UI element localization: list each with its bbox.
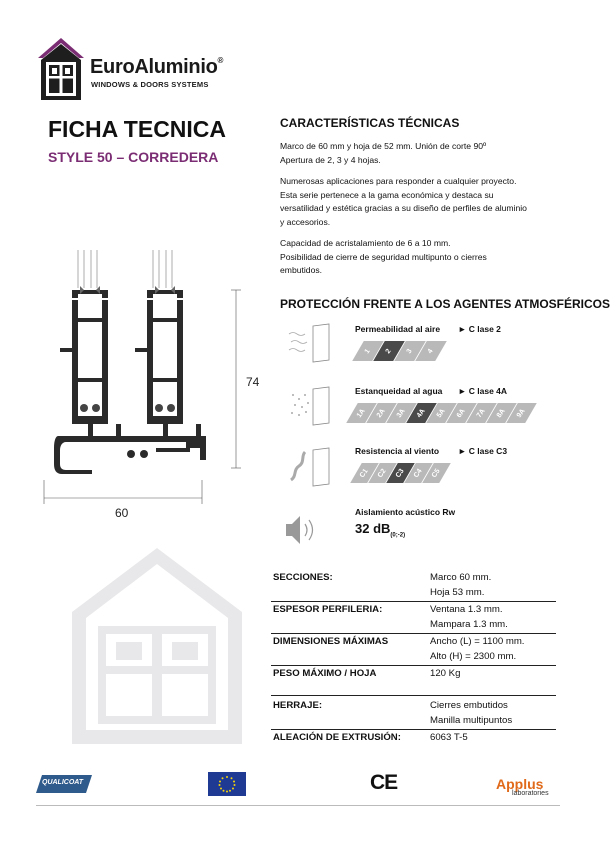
water-icon (287, 385, 335, 427)
water-class-chip-label: 9A (516, 407, 527, 419)
protection-heading: PROTECCIÓN FRENTE A LOS AGENTES ATMOSFÉRICOS (280, 297, 610, 311)
water-label: Estanqueidad al agua (355, 386, 443, 396)
air-class-chips (358, 341, 441, 361)
spec-key: ALEACIÓN DE EXTRUSIÓN: (273, 732, 401, 743)
water-class-chip-label: 6A (456, 407, 467, 419)
divider (271, 695, 556, 696)
page-title: FICHA TECNICA (48, 116, 227, 142)
water-class-chips (352, 403, 531, 423)
wind-label: Resistencia al viento (355, 446, 440, 456)
spec-key: HERRAJE: (273, 700, 323, 711)
brand-logo-icon (36, 36, 86, 102)
wind-value: ► C lase C3 (458, 446, 508, 456)
text-line: Posibilidad de cierre de seguridad multipunto o cierres (280, 251, 487, 262)
spec-value: Alto (H) = 2300 mm. (430, 651, 517, 662)
air-class-chip-label: 1 (364, 347, 372, 355)
text-line: Esta serie pertenece a la gama económica y destaca su (280, 189, 494, 200)
water-value: ► C lase 4A (458, 386, 508, 396)
wind-icon (287, 446, 335, 488)
ce-mark: CE (370, 771, 398, 794)
divider (271, 665, 556, 666)
spec-value: Ventana 1.3 mm. (430, 604, 503, 615)
text-line: Marco de 60 mm y hoja de 52 mm. Unión de corte 90º (280, 141, 487, 151)
spec-table (271, 570, 556, 750)
technical-heading: CARACTERÍSTICAS TÉCNICAS (280, 116, 460, 130)
speaker-icon (284, 512, 320, 548)
air-value: ► C lase 2 (458, 324, 501, 334)
brand-name: EuroAluminio® (90, 56, 224, 78)
water-class-chip-label: 5A (436, 407, 447, 419)
spec-value: 120 Kg (430, 668, 461, 679)
water-class-chip-label: 1A (356, 407, 367, 419)
wind-class-chip-label: C5 (431, 467, 442, 479)
text-line: y accesorios. (280, 216, 331, 227)
text-line: Capacidad de acristalamiento de 6 a 10 mm. (280, 238, 451, 248)
spec-value: Cierres embutidos (430, 700, 508, 711)
air-class-chip-label: 4 (427, 347, 435, 355)
width-dimension-label: 60 (115, 506, 129, 520)
spec-value: 6063 T-5 (430, 732, 468, 743)
watermark-house-icon (72, 548, 242, 744)
spec-value: Hoja 53 mm. (430, 587, 485, 598)
technical-paragraph-2 (280, 175, 536, 229)
spec-key: ESPESOR PERFILERIA: (273, 604, 383, 615)
water-class-chip-label: 7A (476, 407, 487, 419)
air-class-chip-label: 3 (406, 347, 414, 355)
height-dimension-label: 74 (246, 375, 260, 389)
air-class-chip-label: 2 (385, 347, 393, 355)
text-line: versatilidad y estética gracias a su diseño de perfiles de aluminio (280, 203, 527, 213)
wind-class-chip-label: C2 (377, 467, 388, 479)
acoustic-label: Aislamiento acústico Rw (355, 507, 456, 517)
technical-paragraph-1 (280, 140, 536, 167)
spec-value: Marco 60 mm. (430, 572, 492, 583)
spec-value: Ancho (L) = 1100 mm. (430, 636, 525, 647)
technical-paragraph-3 (280, 237, 536, 278)
divider (271, 729, 556, 730)
water-class-chip-label: 3A (396, 407, 407, 419)
air-icon (287, 322, 335, 364)
acoustic-value: 32 $dB_{(0;-2)}$ (355, 521, 406, 539)
applus-logo: Applus (496, 776, 544, 792)
qualicoat-logo-text: QUALICOAT (42, 779, 84, 786)
spec-key: SECCIONES: (273, 572, 333, 583)
applus-logo-sub: laboratories (512, 790, 549, 797)
wind-class-chip-label: C3 (395, 467, 406, 479)
profile-section-drawing (36, 248, 266, 528)
text-line: embutidos. (280, 265, 323, 275)
wind-class-chips (356, 463, 445, 483)
spec-value: Mampara 1.3 mm. (430, 619, 508, 630)
text-line: Numerosas aplicaciones para responder a cualquier proyecto. (280, 176, 517, 186)
divider (271, 601, 556, 602)
water-class-chip-label: 2A (376, 407, 387, 419)
text-line: Apertura de 2, 3 y 4 hojas. (280, 154, 381, 165)
wind-class-chip-label: C4 (413, 467, 424, 479)
eu-flag-icon (208, 772, 246, 796)
wind-class-chip-label: C1 (359, 467, 370, 479)
brand-tagline: WINDOWS & DOORS SYSTEMS (91, 80, 209, 89)
footer-divider (36, 805, 560, 806)
water-class-chip-label: 4A (416, 407, 427, 419)
protection-heading-wrap (280, 297, 610, 311)
spec-value: Manilla multipuntos (430, 715, 513, 726)
page-subtitle: STYLE 50 – CORREDERA (48, 149, 219, 165)
air-label: Permeabilidad al aire (355, 324, 441, 334)
spec-key: DIMENSIONES MÁXIMAS (273, 636, 389, 647)
water-class-chip-label: 8A (496, 407, 507, 419)
spec-key: PESO MÁXIMO / HOJA (273, 668, 377, 679)
